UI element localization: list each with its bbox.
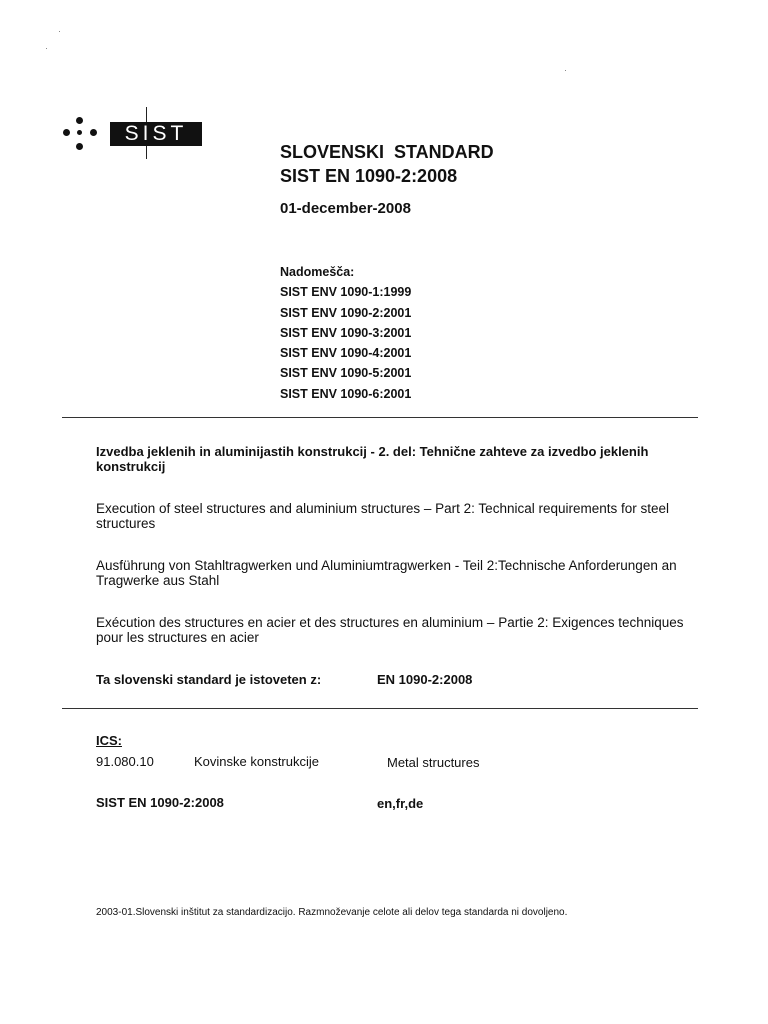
replaces-item: SIST ENV 1090-2:2001: [280, 305, 412, 320]
replaces-item: SIST ENV 1090-1:1999: [280, 285, 412, 300]
replaces-item: SIST ENV 1090-4:2001: [280, 346, 412, 361]
logo-dot: [76, 143, 83, 150]
ics-name-slovenian: Kovinske konstrukcije: [194, 754, 319, 769]
scan-speck: [565, 70, 566, 71]
logo-line: [146, 107, 147, 122]
logo-dot: [76, 117, 83, 124]
title-slovenian: Izvedba jeklenih in aluminijastih konstrukcij - 2. del: Tehnične zahteve za izvedbo jeklenih konstrukcij: [96, 444, 649, 474]
replaces-item: SIST ENV 1090-5:2001: [280, 366, 412, 381]
title-german: Ausführung von Stahltragwerken und Aluminiumtragwerken - Teil 2:Technische Anforderungen an Tragwerke aus Stahl: [96, 558, 677, 588]
divider: [62, 417, 698, 418]
ics-name-english: Metal structures: [387, 755, 480, 770]
standard-code: SIST EN 1090-2:2008: [280, 166, 458, 186]
reference-code: SIST EN 1090-2:2008: [96, 795, 224, 810]
identical-label: Ta slovenski standard je istoveten z:: [96, 672, 322, 687]
ics-code: 91.080.10: [96, 754, 154, 769]
copyright-notice: 2003-01.Slovenski inštitut za standardizacijo. Razmnoževanje celote ali delov tega standarda ni dovoljeno.: [96, 907, 568, 918]
replaces-item: SIST ENV 1090-6:2001: [280, 386, 412, 401]
title-english: Execution of steel structures and aluminium structures – Part 2: Technical requirements for steel structures: [96, 501, 670, 531]
divider: [62, 708, 698, 709]
ics-label: ICS:: [96, 733, 122, 748]
reference-languages: en,fr,de: [377, 796, 424, 811]
logo-dot: [77, 130, 82, 135]
publication-date: 01-december-2008: [280, 200, 411, 217]
title-french: Exécution des structures en acier et des structures en aluminium – Partie 2: Exigences techniques pour les structures en acier: [96, 615, 684, 645]
scan-speck: [59, 31, 60, 32]
logo-line: [146, 146, 147, 159]
replaces-block: [280, 262, 411, 404]
logo-dot: [90, 129, 97, 136]
logo-wordmark: SIST: [110, 122, 202, 146]
replaces-label: Nadomešča:: [280, 265, 355, 279]
logo-dot: [63, 129, 70, 136]
replaces-item: SIST ENV 1090-3:2001: [280, 325, 412, 340]
scan-speck: [46, 48, 47, 49]
standard-title: SLOVENSKI STANDARD: [280, 142, 494, 162]
identical-value: EN 1090-2:2008: [377, 672, 473, 687]
